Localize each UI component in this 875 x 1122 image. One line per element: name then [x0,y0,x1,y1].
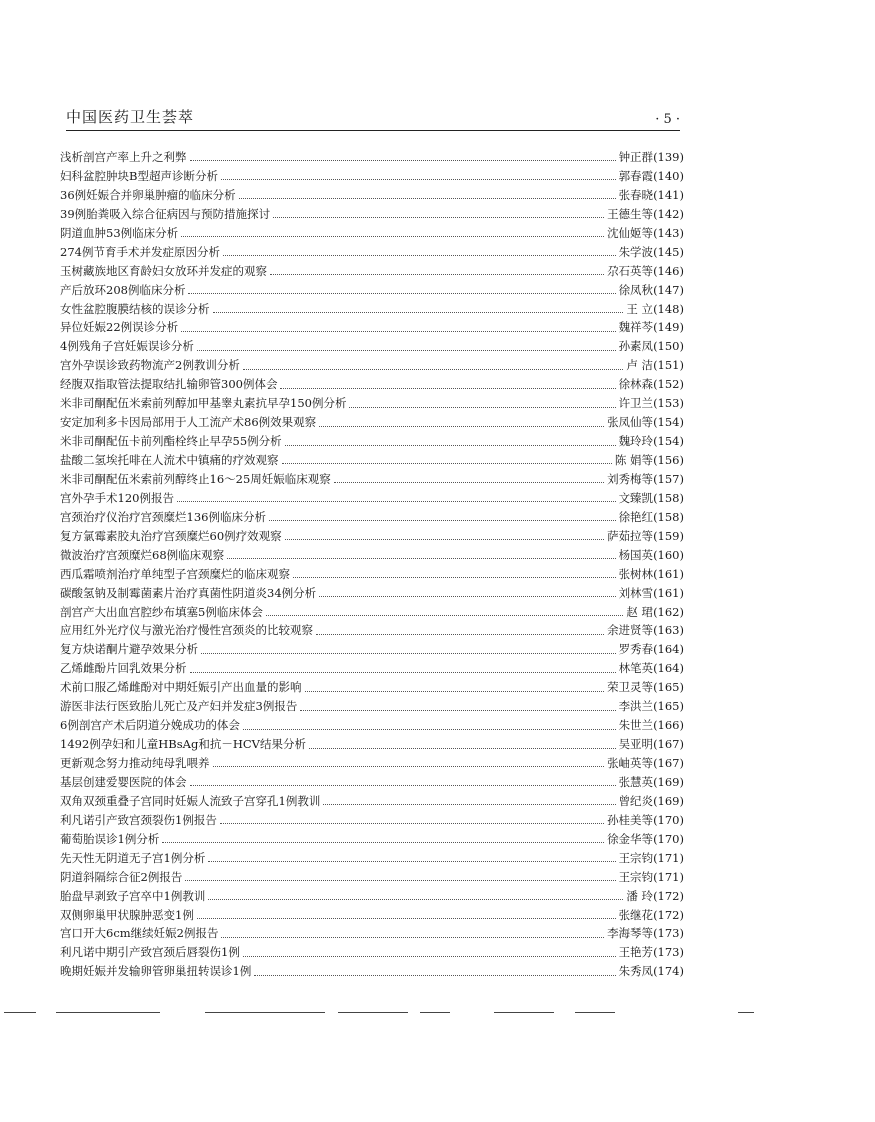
dot-leader [282,462,612,464]
toc-entry-author: 文臻凯 [618,490,654,505]
toc-entry-title: 36例妊娠合并卵巢肿瘤的临床分析 [60,187,236,202]
toc-entry [60,337,684,356]
toc-entry-author: 孙桂美等 [607,812,654,827]
toc-entry-page: (174) [653,964,684,979]
toc-entry [60,735,684,754]
toc-entry-page: (164) [653,642,684,657]
dot-leader [221,936,604,938]
toc-entry-author: 魏玲玲 [618,434,654,449]
footer-rule [56,1012,160,1013]
toc-entry-page: (149) [653,320,684,335]
table-of-contents [60,148,684,981]
toc-entry-author: 张春晓 [618,187,654,202]
toc-entry-title: 基层创建爱婴医院的体会 [60,774,187,789]
toc-entry-page: (167) [653,756,684,770]
toc-entry [60,962,684,981]
toc-entry-title: 阴道血肿53例临床分析 [60,225,179,240]
toc-entry [60,224,684,243]
toc-entry-page: (164) [653,661,684,676]
toc-entry-title: 西瓜霜喷剂治疗单纯型子宫颈糜烂的临床观察 [60,566,290,581]
dot-leader [197,349,616,351]
toc-entry [60,413,684,432]
toc-entry-author: 许卫兰 [618,396,654,411]
dot-leader [188,292,615,294]
toc-entry [60,678,684,697]
toc-entry-author: 曾纪炎 [618,793,654,808]
toc-entry-author: 萨茹拉等 [607,528,654,543]
toc-entry-title: 宫外孕手术120例报告 [60,490,174,505]
toc-entry-author: 李洪兰 [618,699,654,714]
toc-entry [60,830,684,849]
toc-entry-author: 吴亚明 [618,737,654,752]
toc-entry-author: 李海琴等 [607,926,654,941]
toc-entry-title: 更新观念努力推动纯母乳喂养 [60,756,210,770]
toc-entry-title: 应用红外光疗仪与激光治疗慢性宫颈炎的比较观察 [60,623,313,638]
toc-entry [60,773,684,792]
toc-entry-author: 张凤仙等 [607,415,654,430]
toc-entry-title: 先天性无阴道无子宫1例分析 [60,850,206,865]
toc-entry-title: 复方氯霉素胶丸治疗宫颈糜烂60例疗效观察 [60,528,282,543]
toc-entry-title: 阴道斜隔综合征2例报告 [60,869,183,884]
toc-entry [60,754,684,773]
toc-entry-page: (173) [653,945,684,960]
toc-entry [60,148,684,167]
toc-entry-author: 王艳芳 [618,945,654,960]
toc-entry [60,489,684,508]
toc-entry-title: 玉树藏族地区育龄妇女放环并发症的观察 [60,263,267,278]
toc-entry-page: (160) [653,547,684,562]
toc-entry-page: (166) [653,718,684,733]
toc-entry-page: (153) [653,396,684,411]
dot-leader [266,614,624,616]
toc-entry-title: 微波治疗宫颈糜烂68例临床观察 [60,547,225,562]
toc-entry-title: 6例剖宫产术后阴道分娩成功的体会 [60,718,240,733]
dot-leader [319,595,615,597]
toc-entry [60,906,684,925]
dot-leader [208,898,623,900]
toc-entry-author: 尕石英等 [607,263,654,278]
toc-entry-title: 利凡诺引产致宫颈裂伤1例报告 [60,812,217,827]
toc-entry-author: 张岫英等 [607,756,654,770]
dot-leader [197,917,616,919]
toc-entry-title: 女性盆腔腹膜结核的误诊分析 [60,301,210,316]
toc-entry [60,868,684,887]
toc-entry-title: 葡萄胎误诊1例分析 [60,831,160,846]
toc-entry-author: 杨国英 [618,547,654,562]
toc-entry-author: 张树林 [618,566,654,581]
toc-entry-page: (147) [653,282,684,297]
toc-entry-author: 余进贤等 [607,623,654,638]
toc-entry [60,300,684,319]
toc-entry-author: 钟正群 [618,150,654,164]
toc-entry [60,167,684,186]
dot-leader [208,860,615,862]
dot-leader [227,557,615,559]
toc-entry [60,584,684,603]
toc-entry-author: 沈仙姬等 [607,225,654,240]
toc-entry-author: 荣卫灵等 [607,680,654,695]
footer-rule [338,1012,408,1013]
toc-entry-page: (169) [653,793,684,808]
dot-leader [220,822,604,824]
toc-entry [60,262,684,281]
dot-leader [177,500,616,502]
toc-entry [60,924,684,943]
toc-entry [60,243,684,262]
toc-entry-title: 浅析剖宫产率上升之利弊 [60,150,187,164]
dot-leader [273,216,604,218]
toc-entry [60,716,684,735]
toc-entry-author: 陈 娟等 [614,453,654,467]
toc-entry-page: (139) [653,150,684,164]
toc-entry-title: 胎盘早剥致子宫卒中1例教训 [60,888,206,903]
dot-leader [305,690,605,692]
toc-entry-page: (172) [653,907,684,922]
toc-entry-title: 宫外孕误诊致药物流产2例教训分析 [60,358,240,373]
toc-entry [60,394,684,413]
toc-entry-title: 利凡诺中期引产致宫颈后唇裂伤1例 [60,945,240,960]
footer-rule [575,1012,615,1013]
toc-entry-author: 王宗钧 [618,850,654,865]
dot-leader [190,159,616,161]
toc-entry-author: 罗秀春 [618,642,654,657]
toc-entry-author: 王德生等 [607,206,654,221]
toc-entry-page: (152) [653,377,684,392]
dot-leader [213,765,605,767]
toc-entry [60,451,684,470]
toc-entry [60,603,684,622]
toc-entry-title: 复方炔诺酮片避孕效果分析 [60,642,198,657]
toc-entry-title: 碳酸氢钠及制霉菌素片治疗真菌性阴道炎34例分析 [60,585,317,600]
footer-rule [205,1012,325,1013]
toc-entry-page: (142) [653,206,684,221]
toc-entry-page: (156) [653,453,684,467]
dot-leader [349,406,615,408]
toc-entry-title: 晚期妊娠并发输卵管卵巢扭转误诊1例 [60,964,252,979]
toc-entry-page: (158) [653,490,684,505]
footer-rule [4,1012,36,1013]
toc-entry-author: 魏祥芩 [618,320,654,335]
toc-entry-author: 王宗钧 [618,869,654,884]
toc-entry-author: 潘 玲 [626,888,654,903]
toc-entry-author: 张慧英 [618,774,654,789]
toc-entry [60,621,684,640]
toc-entry-title: 1492例孕妇和儿童HBsAg和抗－HCV结果分析 [60,737,306,752]
dot-leader [162,841,604,843]
toc-entry-author: 王 立 [626,301,654,316]
toc-entry [60,356,684,375]
toc-entry [60,508,684,527]
toc-entry [60,792,684,811]
page-number: · 5 · [655,112,680,127]
dot-leader [243,955,616,957]
dot-leader [181,330,615,332]
toc-entry-title: 宫口开大6cm继续妊娠2例报告 [60,926,219,941]
toc-entry-page: (162) [653,604,684,619]
dot-leader [319,425,604,427]
page-header [66,104,680,131]
toc-entry-page: (154) [653,434,684,449]
toc-entry-title: 米非司酮配伍米索前列醇终止16～25周妊娠临床观察 [60,471,331,486]
toc-entry [60,470,684,489]
toc-entry-page: (165) [653,699,684,714]
toc-entry [60,697,684,716]
toc-entry-page: (165) [653,680,684,695]
toc-entry-page: (140) [653,168,684,183]
toc-entry-author: 朱世兰 [618,718,654,733]
toc-entry [60,659,684,678]
toc-entry [60,546,684,565]
toc-entry-author: 徐金华等 [607,831,654,846]
toc-entry-title: 产后放环208例临床分析 [60,282,186,297]
toc-entry-author: 朱秀凤 [618,964,654,979]
toc-entry-title: 米非司酮配伍米索前列醇加甲基睾丸素抗早孕150例分析 [60,396,347,411]
toc-entry-title: 274例节育手术并发症原因分析 [60,244,220,259]
toc-entry-page: (154) [653,415,684,430]
toc-entry-page: (172) [653,888,684,903]
toc-entry-page: (173) [653,926,684,941]
toc-entry-page: (145) [653,244,684,259]
toc-entry-page: (151) [653,358,684,373]
dot-leader [334,481,604,483]
dot-leader [316,633,604,635]
dot-leader [181,235,604,237]
footer-rule [420,1012,450,1013]
toc-entry-author: 刘林雪 [618,585,654,600]
footer-rule [738,1012,754,1013]
toc-entry [60,849,684,868]
toc-entry-page: (161) [653,566,684,581]
toc-entry-page: (167) [653,737,684,752]
toc-entry [60,640,684,659]
toc-entry [60,811,684,830]
dot-leader [239,197,616,199]
dot-leader [221,178,616,180]
dot-leader [190,784,616,786]
toc-entry-title: 双角双颈重叠子宫同时妊娠人流致子宫穿孔1例教训 [60,793,321,808]
toc-entry-title: 妇科盆腔肿块B型超声诊断分析 [60,168,218,183]
toc-entry-page: (150) [653,339,684,354]
dot-leader [254,974,615,976]
toc-entry-title: 宫颈治疗仪治疗宫颈糜烂136例临床分析 [60,509,266,524]
toc-entry-page: (171) [653,850,684,865]
toc-entry-title: 术前口服乙烯雌酚对中期妊娠引产出血量的影响 [60,680,302,695]
book-title: 中国医药卫生荟萃 [66,108,195,126]
dot-leader [201,652,616,654]
toc-entry-page: (141) [653,187,684,202]
toc-entry [60,565,684,584]
toc-entry [60,527,684,546]
dot-leader [190,671,616,673]
toc-entry-author: 林笔英 [618,661,654,676]
toc-entry-author: 张继花 [618,907,654,922]
dot-leader [213,311,624,313]
toc-entry-page: (170) [653,812,684,827]
toc-entry-page: (143) [653,225,684,240]
toc-entry-author: 徐林森 [618,377,654,392]
dot-leader [223,254,616,256]
toc-entry-title: 盐酸二氢埃托啡在人流术中镇痛的疗效观察 [60,453,279,467]
toc-entry [60,281,684,300]
toc-entry-title: 双侧卵巢甲状腺肿恶变1例 [60,907,194,922]
dot-leader [285,444,616,446]
dot-leader [185,879,615,881]
toc-entry-title: 经腹双指取管法提取结扎输卵管300例体会 [60,377,278,392]
dot-leader [243,728,616,730]
toc-entry-page: (148) [653,301,684,316]
toc-entry-page: (170) [653,831,684,846]
toc-entry [60,318,684,337]
toc-entry-author: 郭春霞 [618,168,654,183]
toc-entry-page: (161) [653,585,684,600]
toc-entry-author: 徐艳红 [618,509,654,524]
toc-entry-title: 剖宫产大出血宫腔纱布填塞5例临床体会 [60,604,263,619]
toc-entry-author: 赵 珺 [626,604,654,619]
dot-leader [243,368,624,370]
toc-entry-title: 39例胎粪吸入综合征病因与预防措施探讨 [60,206,271,221]
footer-rule [494,1012,554,1013]
toc-entry-title: 安定加利多卡因局部用于人工流产术86例效果观察 [60,415,317,430]
dot-leader [323,803,615,805]
dot-leader [293,576,616,578]
toc-entry-author: 朱学波 [618,244,654,259]
toc-entry-page: (163) [653,623,684,638]
toc-entry [60,375,684,394]
toc-entry-author: 刘秀梅等 [607,471,654,486]
toc-entry-author: 徐凤秋 [618,282,654,297]
dot-leader [309,747,616,749]
toc-entry-title: 异位妊娠22例误诊分析 [60,320,179,335]
toc-entry-page: (157) [653,471,684,486]
toc-entry-title: 乙烯雌酚片回乳效果分析 [60,661,187,676]
toc-entry-page: (146) [653,263,684,278]
toc-entry-author: 卢 洁 [626,358,654,373]
toc-entry [60,432,684,451]
toc-entry-page: (158) [653,509,684,524]
toc-entry [60,943,684,962]
dot-leader [285,538,604,540]
toc-entry-page: (169) [653,774,684,789]
toc-entry-title: 4例残角子宫妊娠误诊分析 [60,339,194,354]
toc-entry-author: 孙素凤 [618,339,654,354]
dot-leader [300,709,615,711]
dot-leader [269,519,616,521]
toc-entry [60,205,684,224]
dot-leader [280,387,615,389]
toc-entry [60,186,684,205]
toc-entry-title: 米非司酮配伍卡前列酯栓终止早孕55例分析 [60,434,282,449]
dot-leader [270,273,604,275]
toc-entry-page: (171) [653,869,684,884]
toc-entry-title: 游医非法行医致胎儿死亡及产妇并发症3例报告 [60,699,298,714]
toc-entry [60,887,684,906]
toc-entry-page: (159) [653,528,684,543]
